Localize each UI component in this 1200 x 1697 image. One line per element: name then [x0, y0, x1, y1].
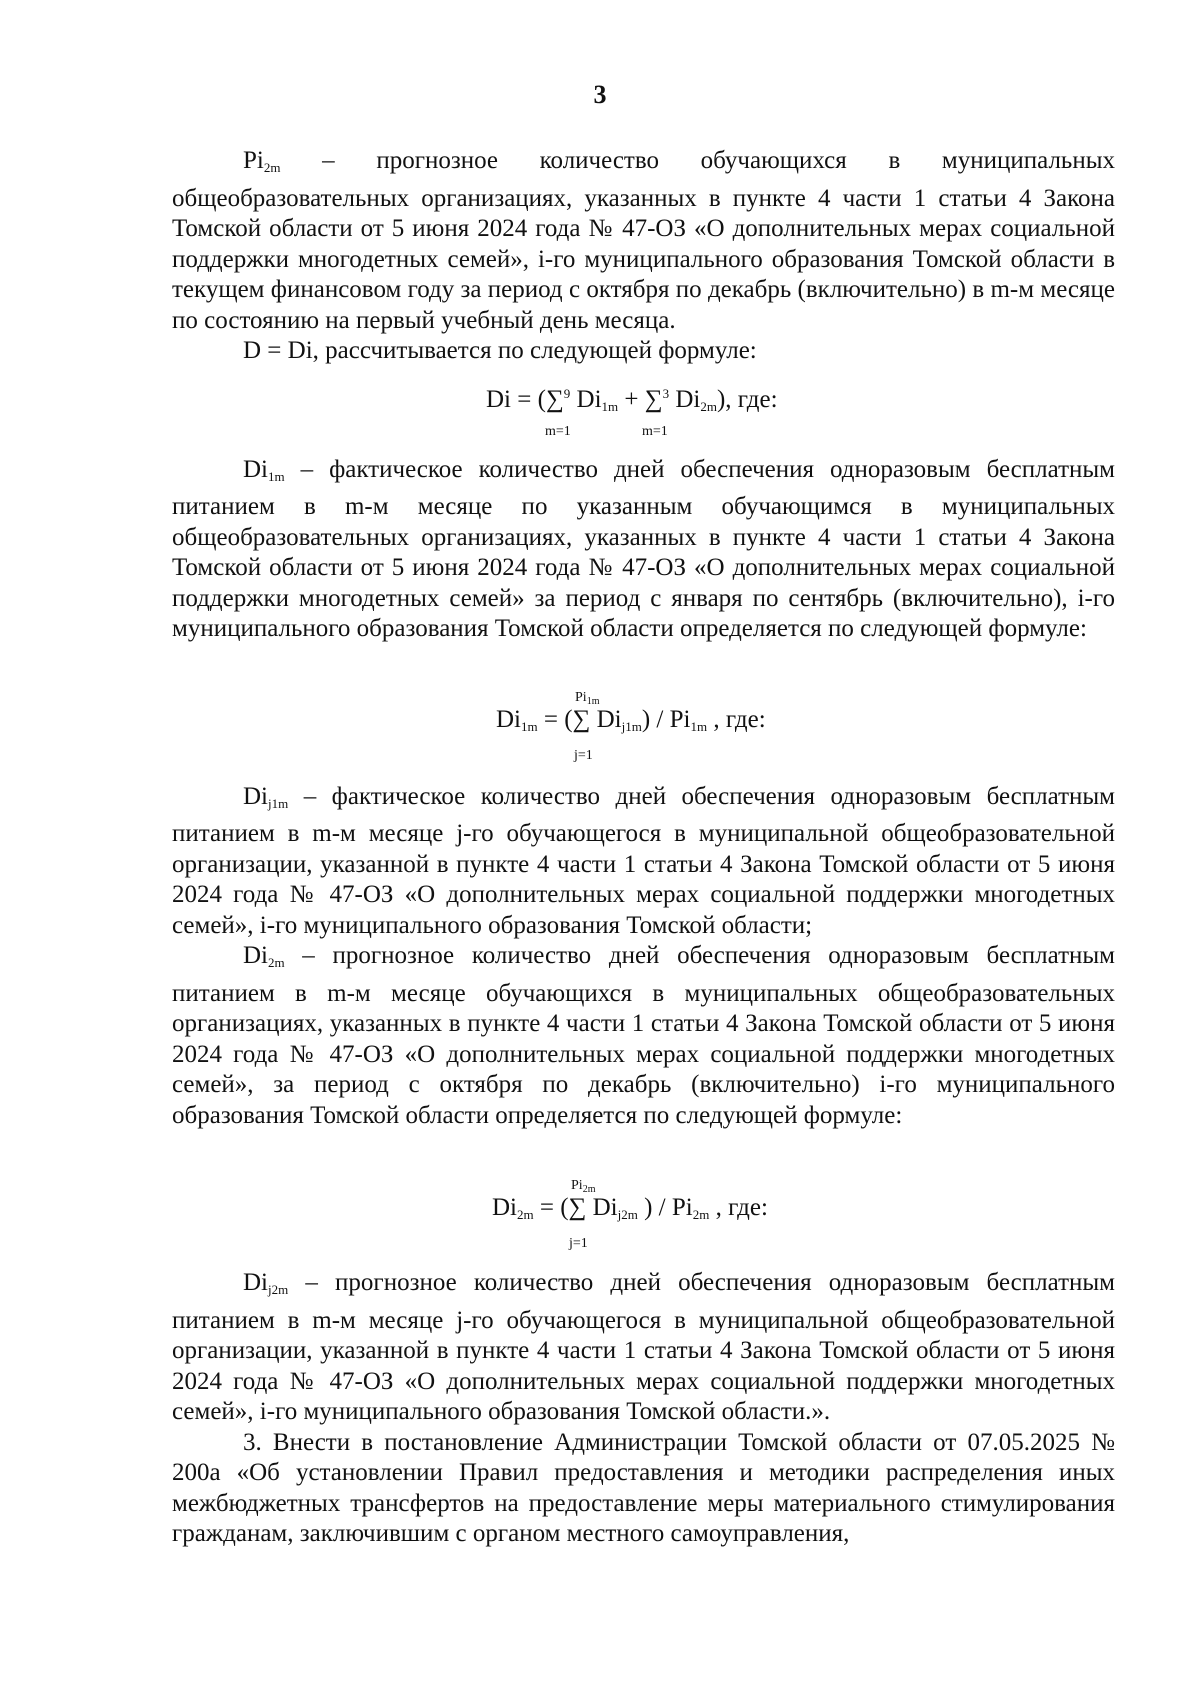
- formula-di2m: [172, 1131, 1115, 1268]
- var-di1m: $Di_{1m}$: [243, 455, 285, 484]
- document-body: [172, 146, 1115, 1550]
- formula-di1m-lower-limit: j=1: [574, 747, 593, 763]
- formula-di1m: [172, 645, 1115, 782]
- var-dij2m: $Di_{j2m}$: [243, 1269, 289, 1297]
- paragraph-di2m-definition: $Di_{2m}$ – прогнозное количество дней обеспечения одноразовым бесплатным питанием в m-м месяце обучающихся в муниципальных общеобразовательных организациях, указанных в пункте 4 части 1 статьи 4 Закона Томской области от 5 июня 2024 года № 47-ОЗ «О дополнительных мерах социальной поддержки многодетных семей», за период с октября по декабрь (включительно) i-го муниципального образования Томской области определяется по следующей формуле:: [172, 942, 1115, 1129]
- formula-di2m-upper-limit: $Pi_{2m}$: [571, 1178, 596, 1195]
- paragraph-dij2m-definition: $Di_{j2m}$ – прогнозное количество дней обеспечения одноразовым бесплатным питанием в m-м месяце j-го обучающегося в муниципальной общеобразовательной организации, указанной в пункте 4 части 1 статьи 4 Закона Томской области от 5 июня 2024 года № 47-ОЗ «О дополнительных мерах социальной поддержки многодетных семей», i-го муниципального образования Томской области.».: [172, 1269, 1115, 1425]
- formula-di2m-lower-limit: j=1: [569, 1236, 588, 1251]
- paragraph-di1m-definition: $Di_{1m}$ – фактическое количество дней обеспечения одноразовым бесплатным питанием в m-м месяце по указанным обучающимся в муниципальных общеобразовательных организациях, указанных в пункте 4 части 1 статьи 4 Закона Томской области от 5 июня 2024 года № 47-ОЗ «О дополнительных мерах социальной поддержки многодетных семей» за период с января по сентябрь (включительно), i-го муниципального образования Томской области определяется по следующей формуле:: [172, 455, 1115, 642]
- formula-di-limit-2: m=1: [642, 423, 668, 439]
- page-number: 3: [593, 80, 607, 109]
- formula-di: [172, 367, 1115, 455]
- formula-di1m-line: $Di_{1m}$ = (∑ $Di_{j1m}) / Pi_{1m}$ , где:: [496, 705, 766, 734]
- var-pi2m: $Pi_{2m}$: [243, 147, 281, 175]
- paragraph-d-intro: D = Di, рассчитывается по следующей формуле:: [243, 337, 757, 364]
- var-di2m: $Di_{2m}$: [243, 942, 285, 970]
- paragraph-pi2m-definition: $Pi_{2m}$ – прогнозное количество обучающихся в муниципальных общеобразовательных организациях, указанных в пункте 4 части 1 статьи 4 Закона Томской области от 5 июня 2024 года № 47-ОЗ «О дополнительных мерах социальной поддержки многодетных семей», i-го муниципального образования Томской области в текущем финансовом году за период с октября по декабрь (включительно) в m-м месяце по состоянию на первый учебный день месяца.: [172, 147, 1115, 334]
- paragraph-item-3: 3. Внести в постановление Администрации Томской области от 07.05.2025 № 200а «Об установлении Правил предоставления и методики распределения иных межбюджетных трансфертов на предоставление меры материального стимулирования гражданам, заключившим с органом местного самоуправления,: [172, 1428, 1115, 1547]
- formula-di2m-line: $Di_{2m}$ = (∑ $Di_{j2m}$ ) / $Pi_{2m}$ , где:: [492, 1194, 768, 1222]
- formula-di1m-upper-limit: $Pi_{1m}$: [575, 689, 600, 707]
- formula-di-limit-1: m=1: [545, 423, 571, 439]
- formula-di-line: Di = (∑$^9$ $Di_{1m} + \sum^3$ $Di_{2m}$), где:: [486, 385, 778, 414]
- paragraph-dij1m-definition: $Di_{j1m}$ – фактическое количество дней обеспечения одноразовым бесплатным питанием в m-м месяце j-го обучающегося в муниципальной общеобразовательной организации, указанной в пункте 4 части 1 статьи 4 Закона Томской области от 5 июня 2024 года № 47-ОЗ «О дополнительных мерах социальной поддержки многодетных семей», i-го муниципального образования Томской области;: [172, 782, 1115, 939]
- var-dij1m: $Di_{j1m}$: [243, 782, 289, 811]
